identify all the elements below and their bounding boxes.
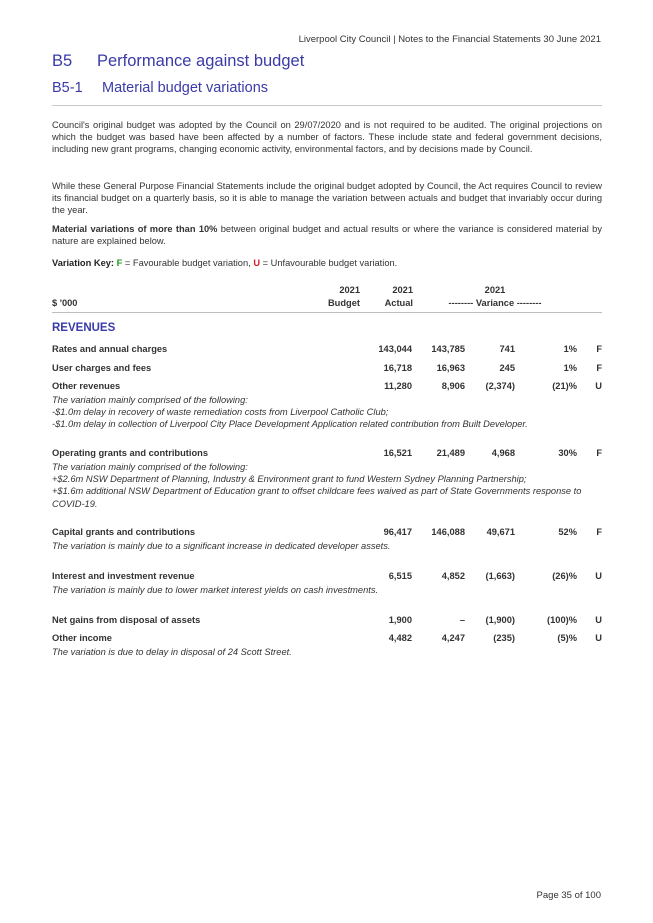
row-label: Rates and annual charges bbox=[52, 344, 168, 354]
table-row bbox=[52, 381, 602, 395]
note-operating-grants bbox=[52, 461, 602, 510]
note-line: The variation is mainly due to lower market interest yields on cash investments. bbox=[52, 585, 379, 595]
material-bold: Material variations of more than 10% bbox=[52, 224, 218, 234]
row-variance: 49,671 bbox=[486, 527, 515, 537]
row-pct: (21)% bbox=[552, 381, 577, 391]
row-variance: (235) bbox=[493, 633, 515, 643]
key-u-text: = Unfavourable budget variation. bbox=[260, 258, 398, 268]
row-actual: 21,489 bbox=[436, 448, 465, 458]
row-actual: 146,088 bbox=[431, 527, 465, 537]
section-number: B5 bbox=[52, 52, 73, 70]
actual-year: 2021 bbox=[392, 285, 413, 295]
row-variance: (1,900) bbox=[485, 615, 515, 625]
section-heading bbox=[52, 52, 304, 71]
row-budget: 11,280 bbox=[384, 381, 412, 391]
subsection-title: Material budget variations bbox=[102, 80, 269, 96]
row-variance: 4,968 bbox=[491, 448, 515, 458]
row-variance: 741 bbox=[499, 344, 515, 354]
note-line: The variation is due to delay in disposal of 24 Scott Street. bbox=[52, 647, 292, 657]
row-variance: (1,663) bbox=[485, 571, 515, 581]
note-line: -$1.0m delay in collection of Liverpool City Place Development Application related contribution from Built Developer. bbox=[52, 419, 528, 430]
row-budget: 96,417 bbox=[383, 527, 412, 537]
actual-col: Actual bbox=[384, 298, 413, 308]
row-label: Capital grants and contributions bbox=[52, 527, 196, 537]
variation-key bbox=[52, 258, 397, 268]
material-paragraph bbox=[52, 223, 602, 247]
note-line: +$2.6m NSW Department of Planning, Industry & Environment grant to fund Western Sydney Planning Partnership; bbox=[52, 474, 527, 485]
category-revenues: REVENUES bbox=[52, 322, 116, 334]
row-pct: 52% bbox=[558, 527, 577, 537]
subsection-number: B5-1 bbox=[52, 80, 83, 96]
row-actual: 8,906 bbox=[441, 381, 465, 391]
page-number: Page 35 of 100 bbox=[536, 890, 601, 901]
row-flag: U bbox=[595, 615, 602, 625]
row-budget: 6,515 bbox=[388, 571, 412, 581]
variance-col: -------- Variance -------- bbox=[448, 298, 542, 308]
row-actual: 143,785 bbox=[431, 344, 465, 354]
row-label: Other revenues bbox=[52, 381, 121, 391]
row-budget: 16,718 bbox=[383, 363, 412, 373]
note-line: The variation mainly comprised of the following: bbox=[52, 462, 248, 472]
row-actual: 4,852 bbox=[441, 571, 465, 581]
unit-label: $ '000 bbox=[52, 298, 78, 308]
row-flag: F bbox=[596, 363, 602, 373]
table-row bbox=[52, 527, 602, 541]
row-variance: 245 bbox=[499, 363, 515, 373]
row-pct: 1% bbox=[563, 363, 577, 373]
key-label: Variation Key: bbox=[52, 258, 115, 268]
row-label: Other income bbox=[52, 633, 112, 643]
row-flag: U bbox=[595, 571, 602, 581]
row-budget: 1,900 bbox=[388, 615, 412, 625]
intro-paragraph: Council's original budget was adopted by the Council on 29/07/2020 and is not required to be audited. The original projections on which the budget was based have been affected by a number of factors. These include state and federal government decisions, including new grant programs, changing economic activity, environmental factors, and by decisions made by Council. bbox=[52, 120, 602, 155]
subsection-heading bbox=[52, 80, 268, 96]
budget-year: 2021 bbox=[339, 285, 360, 295]
key-u: U bbox=[253, 258, 261, 268]
budget-col: Budget bbox=[327, 298, 360, 308]
row-budget: 16,521 bbox=[383, 448, 412, 458]
row-actual: 16,963 bbox=[436, 363, 465, 373]
note-interest bbox=[52, 584, 602, 596]
row-flag: F bbox=[596, 448, 602, 458]
variance-year: 2021 bbox=[484, 285, 506, 295]
table-row bbox=[52, 633, 602, 647]
row-pct: 1% bbox=[563, 344, 577, 354]
table-row bbox=[52, 363, 602, 377]
table-row bbox=[52, 571, 602, 585]
row-flag: U bbox=[595, 381, 602, 391]
section-title: Performance against budget bbox=[97, 52, 305, 70]
review-paragraph: While these General Purpose Financial Statements include the original budget adopted by Council, the Act requires Council to review its financial budget on a quarterly basis, so it is able to manage the variation between actuals and budget that invariably occur during the year. bbox=[52, 181, 602, 216]
material-rest: between original budget and actual results or where the variance is considered material by nature are explained below. bbox=[52, 224, 602, 247]
row-actual: 4,247 bbox=[441, 633, 465, 643]
row-pct: (26)% bbox=[552, 571, 577, 581]
table-row bbox=[52, 448, 602, 462]
row-actual: – bbox=[459, 615, 465, 625]
row-flag: F bbox=[596, 344, 602, 354]
row-label: Operating grants and contributions bbox=[52, 448, 208, 458]
row-budget: 4,482 bbox=[388, 633, 412, 643]
note-line: +$1.6m additional NSW Department of Education grant to offset childcare fees waived as part of State Governments response to COVID-19. bbox=[52, 486, 582, 509]
row-budget: 143,044 bbox=[378, 344, 412, 354]
table-row bbox=[52, 344, 602, 358]
page-header: Liverpool City Council | Notes to the Financial Statements 30 June 2021 bbox=[298, 34, 601, 45]
note-other-revenues bbox=[52, 394, 602, 431]
note-capital-grants bbox=[52, 540, 602, 552]
row-label: User charges and fees bbox=[52, 363, 152, 373]
note-line: -$1.0m delay in recovery of waste remediation costs from Liverpool Catholic Club; bbox=[52, 407, 389, 418]
note-line: The variation mainly comprised of the following: bbox=[52, 395, 248, 405]
row-label: Net gains from disposal of assets bbox=[52, 615, 201, 625]
row-flag: F bbox=[596, 527, 602, 537]
row-variance: (2,374) bbox=[485, 381, 515, 391]
note-other-income bbox=[52, 646, 602, 658]
note-line: The variation is mainly due to a significant increase in dedicated developer assets. bbox=[52, 541, 391, 551]
row-pct: (100)% bbox=[547, 615, 577, 625]
row-pct: 30% bbox=[558, 448, 577, 458]
row-pct: (5)% bbox=[557, 633, 577, 643]
key-f: F bbox=[116, 258, 123, 268]
table-row bbox=[52, 615, 602, 629]
header-divider bbox=[52, 312, 602, 313]
row-flag: U bbox=[595, 633, 602, 643]
key-f-text: = Favourable budget variation, bbox=[122, 258, 254, 268]
row-label: Interest and investment revenue bbox=[52, 571, 195, 581]
heading-divider bbox=[52, 105, 602, 106]
